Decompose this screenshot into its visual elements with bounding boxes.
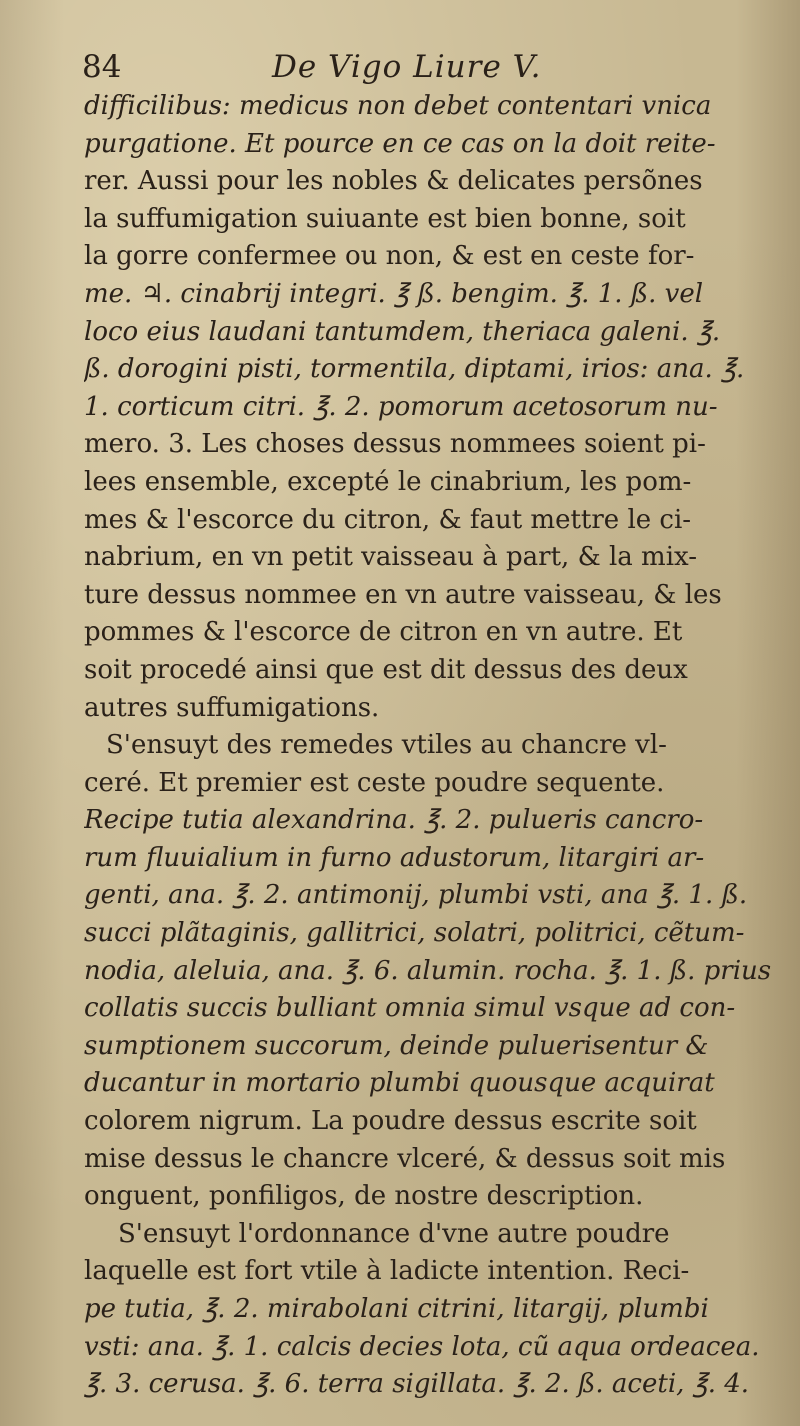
- text-line: laquelle est fort vtile à ladicte intention. Reci-: [84, 1256, 690, 1287]
- page-number: 84: [82, 49, 122, 85]
- text-line: ℥. 3. cerusa. ℥. 6. terra sigillata. ℥. 2. ß. aceti, ℥. 4.: [84, 1369, 750, 1400]
- running-title: De Vigo Liure V.: [272, 49, 542, 85]
- text-line: vsti: ana. ℥. 1. calcis decies lota, cũ aqua ordeacea.: [84, 1331, 760, 1362]
- text-line: S'ensuyt des remedes vtiles au chancre vl-: [106, 730, 667, 761]
- text-line: succi plãtaginis, gallitrici, solatri, politrici, cẽtum-: [84, 918, 745, 949]
- text-line: ducantur in mortario plumbi quousque acquirat: [84, 1068, 715, 1099]
- text-line: pe tutia, ℥. 2. mirabolani citrini, litargij, plumbi: [84, 1294, 709, 1324]
- text-line: ceré. Et premier est ceste poudre sequente.: [84, 767, 665, 798]
- text-line: la suffumigation suiuante est bien bonne, soit: [84, 203, 686, 234]
- text-line: me. ♃. cinabrij integri. ℥ ß. bengim. ℥. 1. ß. vel: [84, 278, 704, 309]
- text-line: la gorre confermee ou non, & est en ceste for-: [84, 241, 695, 272]
- text-line: rer. Aussi pour les nobles & delicates persõnes: [84, 166, 703, 197]
- text-line: ß. dorogini pisti, tormentila, diptami, irios: ana. ℥.: [84, 354, 745, 385]
- text-line: collatis succis bulliant omnia simul vsque ad con-: [84, 993, 736, 1024]
- text-line: nodia, aleluia, ana. ℥. 6. alumin. rocha. ℥. 1. ß. prius: [84, 955, 772, 986]
- text-line: lees ensemble, excepté le cinabrium, les pom-: [84, 466, 692, 497]
- text-line: genti, ana. ℥. 2. antimonij, plumbi vsti, ana ℥. 1. ß.: [84, 880, 748, 911]
- body-text: [84, 88, 774, 1404]
- text-line: mes & l'escorce du citron, & faut mettre le ci-: [84, 504, 692, 535]
- text-line: sumptionem succorum, deinde puluerisentur &: [84, 1030, 709, 1061]
- text-line: colorem nigrum. La poudre dessus escrite soit: [84, 1106, 697, 1137]
- text-line: loco eius laudani tantumdem, theriaca galeni. ℥.: [84, 316, 721, 347]
- text-line: mise dessus le chancre vlceré, & dessus soit mis: [84, 1143, 726, 1174]
- text-line: onguent, ponfiligos, de nostre description.: [84, 1181, 644, 1212]
- text-line: autres suffumigations.: [84, 692, 380, 723]
- text-line: nabrium, en vn petit vaisseau à part, & la mix-: [84, 542, 698, 573]
- text-line: rum fluuialium in furno adustorum, litargiri ar-: [84, 842, 705, 873]
- text-line: S'ensuyt l'ordonnance d'vne autre poudre: [118, 1218, 670, 1249]
- text-line: purgatione. Et pource en ce cas on la doit reite-: [84, 128, 716, 159]
- text-line: Recipe tutia alexandrina. ℥. 2. pulueris cancro-: [84, 805, 704, 836]
- text-line: 1. corticum citri. ℥. 2. pomorum acetosorum nu-: [84, 391, 718, 422]
- text-line: ture dessus nommee en vn autre vaisseau, & les: [84, 579, 722, 610]
- running-header: [82, 44, 722, 90]
- text-line: pommes & l'escorce de citron en vn autre. Et: [84, 617, 683, 648]
- text-line: difficilibus: medicus non debet contentari vnica: [84, 91, 712, 121]
- text-line: mero. 3. Les choses dessus nommees soient pi-: [84, 429, 706, 460]
- text-line: soit procedé ainsi que est dit dessus des deux: [84, 654, 688, 685]
